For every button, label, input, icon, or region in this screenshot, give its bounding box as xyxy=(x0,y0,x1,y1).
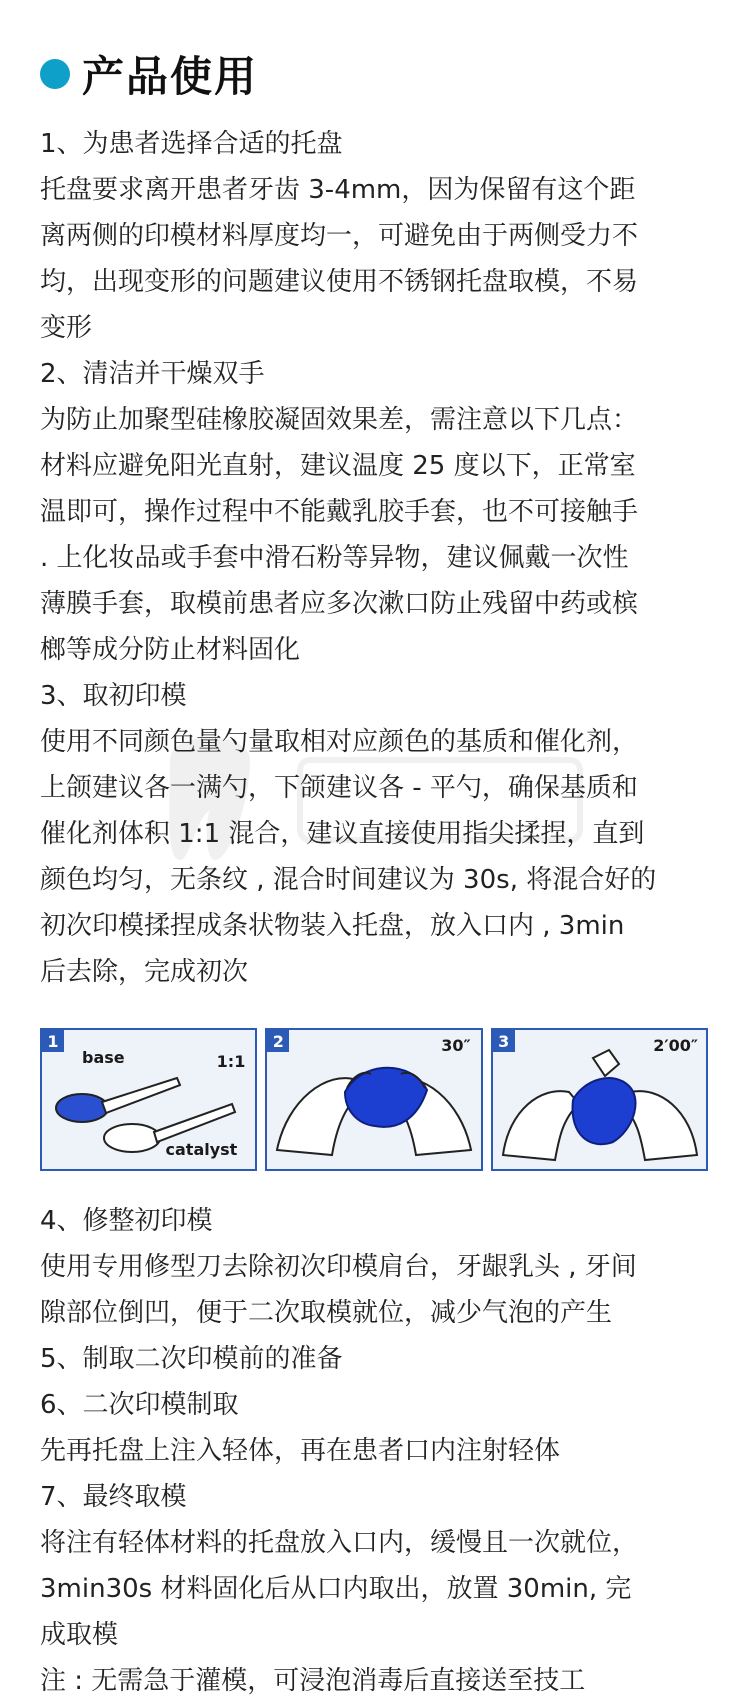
text-line: 先再托盘上注入轻体，再在患者口内注射轻体 xyxy=(40,1436,561,1466)
text-line: 3min30s 材料固化后从口内取出，放置 30min, 完 xyxy=(40,1574,632,1604)
text-line: 3、取初印模 xyxy=(40,681,187,711)
text-line: 温即可，操作过程中不能戴乳胶手套，也不可接触手 xyxy=(40,497,639,527)
text-line: 托盘要求离开患者牙齿 3-4mm，因为保留有这个距 xyxy=(40,175,636,205)
text-line: 上颌建议各一满勺，下颌建议各 - 平勺，确保基质和 xyxy=(40,773,638,803)
kneading-hands-icon xyxy=(267,1030,481,1169)
text-line: 均，出现变形的问题建议使用不锈钢托盘取模，不易 xyxy=(40,267,639,297)
text-line: 成取模 xyxy=(40,1620,119,1650)
text-line: 材料应避免阳光直射，建议温度 25 度以下，正常室 xyxy=(40,451,636,481)
text-line: 5、制取二次印模前的准备 xyxy=(40,1344,343,1374)
step-number: 3 xyxy=(493,1030,515,1052)
text-line: 注 : 无需急于灌模，可浸泡消毒后直接送至技工 xyxy=(40,1666,586,1696)
text-line: 4、修整初印模 xyxy=(40,1206,213,1236)
section-header xyxy=(40,44,258,104)
text-line: 隙部位倒凹，便于二次取模就位，减少气泡的产生 xyxy=(40,1298,613,1328)
text-line: 将注有轻体材料的托盘放入口内，缓慢且一次就位， xyxy=(40,1528,639,1558)
panel-step-2 xyxy=(265,1028,482,1171)
panel-step-1 xyxy=(40,1028,257,1171)
text-line: 离两侧的印模材料厚度均一，可避免由于两侧受力不 xyxy=(40,221,639,251)
bullet-dot-icon xyxy=(40,59,70,89)
text-line: 薄膜手套，取模前患者应多次漱口防止残留中药或槟 xyxy=(40,589,639,619)
step-number: 2 xyxy=(267,1030,289,1052)
text-line: 后去除，完成初次 xyxy=(40,957,249,987)
text-line: 颜色均匀，无条纹 , 混合时间建议为 30s, 将混合好的 xyxy=(40,865,657,895)
base-label: base xyxy=(82,1048,125,1067)
text-line: 使用不同颜色量勺量取相对应颜色的基质和催化剂， xyxy=(40,727,639,757)
catalyst-spoon-icon xyxy=(42,1030,256,1169)
kneading-hands-icon xyxy=(493,1030,707,1169)
text-line: 7、最终取模 xyxy=(40,1482,187,1512)
instructions-bottom xyxy=(40,1198,720,1704)
catalyst-label: catalyst xyxy=(165,1140,238,1159)
step-number: 1 xyxy=(42,1030,64,1052)
text-line: 使用专用修型刀去除初次印模肩台，牙龈乳头 , 牙间 xyxy=(40,1252,637,1282)
text-line: 为防止加聚型硅橡胶凝固效果差，需注意以下几点： xyxy=(40,405,639,435)
panel-step-3 xyxy=(491,1028,708,1171)
time-label: 30″ xyxy=(441,1036,471,1055)
time-label: 2′00″ xyxy=(653,1036,698,1055)
text-line: 榔等成分防止材料固化 xyxy=(40,635,301,665)
text-line: 变形 xyxy=(40,313,93,343)
text-line: 6、二次印模制取 xyxy=(40,1390,239,1420)
text-line: 初次印模揉捏成条状物装入托盘，放入口内 , 3min xyxy=(40,911,625,941)
text-line: 催化剂体积 1:1 混合，建议直接使用指尖揉捏，直到 xyxy=(40,819,645,849)
ratio-label: 1:1 xyxy=(216,1052,246,1071)
text-line: . 上化妆品或手套中滑石粉等异物，建议佩戴一次性 xyxy=(40,543,629,573)
instructions-top xyxy=(40,121,720,995)
text-line: 2、清洁并干燥双手 xyxy=(40,359,265,389)
instruction-panels xyxy=(40,1028,708,1171)
page-title: 产品使用 xyxy=(82,52,259,101)
text-line: 1、为患者选择合适的托盘 xyxy=(40,129,343,159)
